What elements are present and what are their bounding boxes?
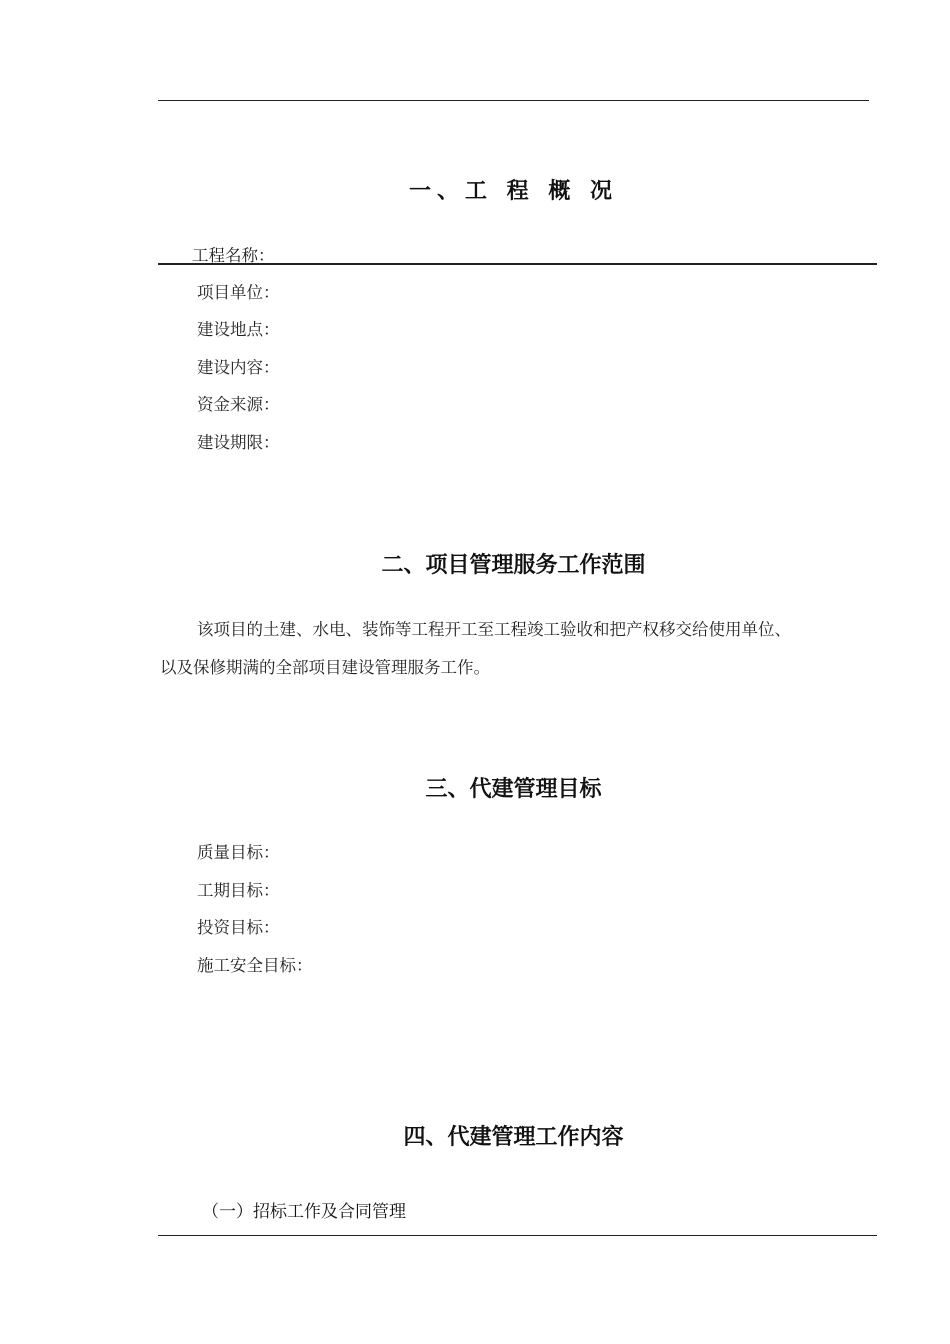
footer-rule	[158, 1235, 877, 1236]
scope-paragraph-line: 该项目的土建、水电、装饰等工程开工至工程竣工验收和把产权移交给使用单位、	[197, 620, 791, 639]
section-title-scope: 二、项目管理服务工作范围	[381, 553, 646, 578]
field-build-content: 建设内容：	[197, 358, 280, 377]
section-title-overview: 一、工 程 概 况	[409, 179, 618, 204]
section-title-content: 四、代建管理工作内容	[403, 1125, 624, 1150]
field-project-unit: 项目单位：	[197, 283, 280, 302]
scope-paragraph-line: 以及保修期满的全部项目建设管理服务工作。	[160, 658, 490, 677]
field-build-location: 建设地点：	[197, 320, 280, 339]
field-safety-goal: 施工安全目标：	[197, 956, 313, 975]
field-project-name: 工程名称：	[192, 246, 275, 265]
field-investment-goal: 投资目标：	[197, 918, 280, 937]
header-rule	[158, 100, 869, 101]
field-fund-source: 资金来源：	[197, 395, 280, 414]
field-quality-goal: 质量目标：	[197, 843, 280, 862]
scope-paragraph	[160, 611, 872, 687]
field-schedule-goal: 工期目标：	[197, 881, 280, 900]
field-build-period: 建设期限：	[197, 433, 280, 452]
section-title-goals: 三、代建管理目标	[425, 777, 602, 802]
subsection-title: （一）招标工作及合同管理	[202, 1202, 406, 1222]
field-underline	[158, 263, 877, 265]
